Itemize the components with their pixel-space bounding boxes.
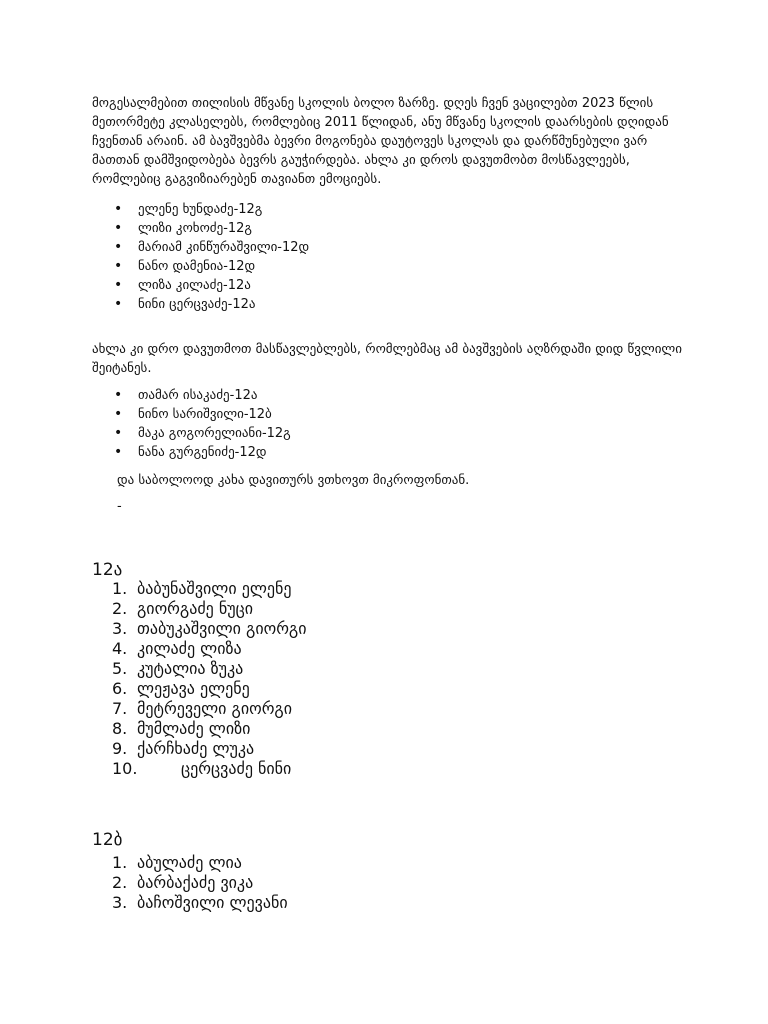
bullet-icon: • [114,220,123,236]
list-item: 2. ბარბაქაძე ვიკა [112,873,254,892]
class-12a-names-list [112,579,307,779]
list-item: 6. ლეჟავა ელენე [112,679,250,698]
bullet-icon: • [114,425,123,441]
list-item: 2. გიორგაძე ნუცი [112,599,254,618]
bullet-icon: • [114,406,123,422]
list-item: • ელენე ხუნდაძე-12გ [114,201,263,217]
student-speakers-list [112,200,309,314]
list-item: 5. კუტალია ზუკა [112,659,244,678]
list-item: 9. ქარჩხაძე ლუკა [112,739,255,758]
teacher-speakers-list [112,386,291,462]
list-item: 3. ბაჩოშვილი ლევანი [112,893,288,912]
list-item: • ლიზი კოხოძე-12გ [114,220,252,236]
class-12b-names-list [112,853,288,913]
teachers-intro-paragraph: ახლა კი დრო დავუთმოთ მასწავლებლებს, რომლებმაც ამ ბავშვების აღზრდაში დიდ წვლილი შეიტანეს. [92,342,682,376]
bullet-icon: • [114,239,123,255]
dash-separator: - [117,499,122,514]
class-12a-heading: 12ა [92,560,123,580]
list-item: 1. ბაბუნაშვილი ელენე [112,579,292,598]
bullet-icon: • [114,258,123,274]
list-item: • ნინი ცერცვაძე-12ა [114,296,256,312]
list-item: 7. მეტრეველი გიორგი [112,699,293,718]
list-item: • თამარ ისაკაძე-12ა [114,387,258,403]
list-item: • ნანო დამენია-12დ [114,258,256,274]
bullet-icon: • [114,277,123,293]
bullet-icon: • [114,444,123,460]
final-line: და საბოლოოდ კახა დავითურს ვთხოვთ მიკროფონთან. [117,473,470,488]
list-item: • მარიამ კინწურაშვილი-12დ [114,239,310,255]
list-item: 8. მუმლაძე ლიზი [112,719,251,738]
intro-paragraph: მოგესალმებით თილისის მწვანე სკოლის ბოლო ზარზე. დღეს ჩვენ ვაცილებთ 2023 წლის მეთორმეტე კლასელებს, რომლებიც 2011 წლიდან, ანუ მწვანე სკოლის დაარსების დღიდან ჩვენთან არაინ. ამ ბავშვებმა ბევრი მოგონება დაუტოვეს სკოლას და დარწმუნებული ვარ მათთან დამშვიდობება ბევრს გაუჭირდება. ახლა კი დროს დავუთმობთ მოსწავლეებს, რომლებიც გაგვიზიარებენ თავიანთ ემოციებს. [92,96,669,187]
list-item: 10. ცერცვაძე ნინი [112,759,292,778]
bullet-icon: • [114,201,123,217]
list-item: • ლიზა კილაძე-12ა [114,277,251,293]
list-item: • ნანა გურგენიძე-12დ [114,444,267,460]
list-item: • ნინო სარიშვილი-12ბ [114,406,272,422]
list-item: • მაკა გოგორელიანი-12გ [114,425,291,441]
list-item: 4. კილაძე ლიზა [112,639,242,658]
list-item: 3. თაბუკაშვილი გიორგი [112,619,307,638]
class-12b-heading: 12ბ [92,830,123,850]
bullet-icon: • [114,296,123,312]
bullet-icon: • [114,387,123,403]
list-item: 1. აბულაძე ლია [112,853,242,872]
